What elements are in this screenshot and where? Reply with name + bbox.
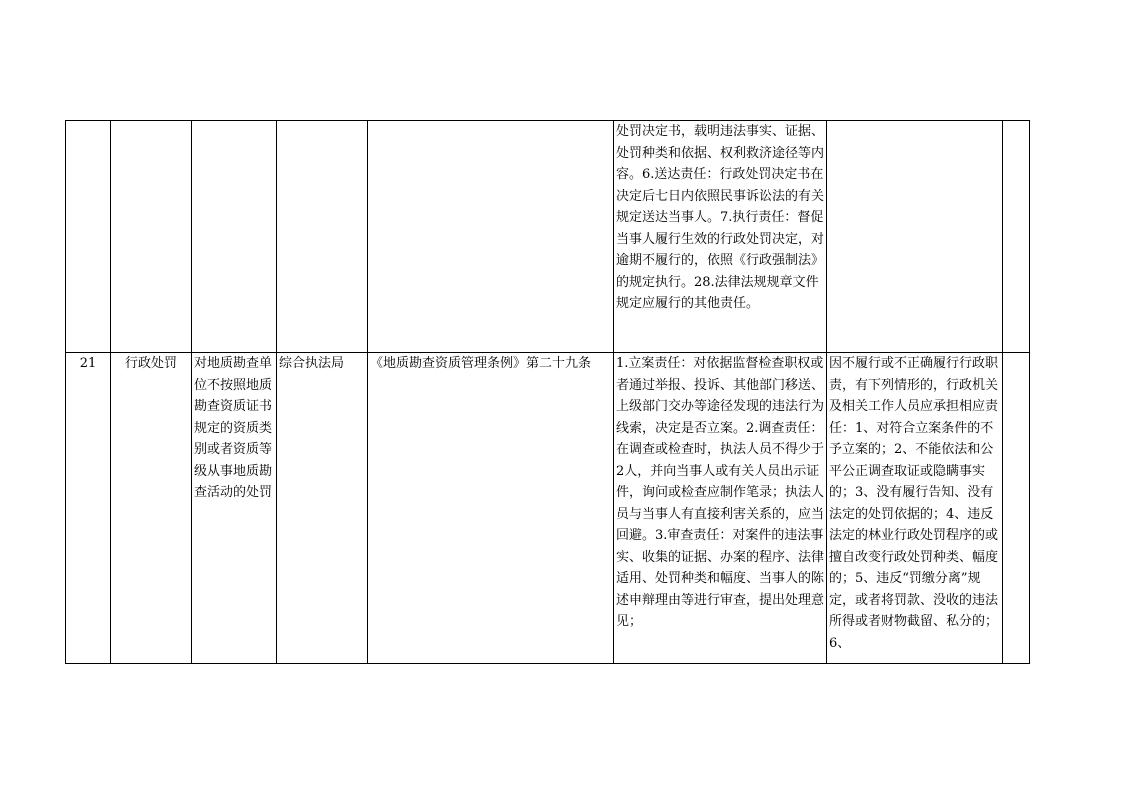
- accountability: 因不履行或不正确履行行政职责，有下列情形的，行政机关及相关工作人员应承担相应责任：1、对符合立案条件的不予立案的；2、不能依法和公平公正调查取证或隐瞒事实的；3、没有履行告知、没有法定的处罚依据的；4、违反法定的林业行政处罚程序的或擅自改变行政处罚种类、幅度的；5、违反“罚缴分离”规定，或者将罚款、没收的违法所得或者财物截留、私分的；6、: [827, 353, 1003, 664]
- remark: [1003, 121, 1030, 353]
- department: [277, 121, 368, 353]
- item-name: 对地质勘查单位不按照地质勘查资质证书规定的资质类别或者资质等级从事地质勘查活动的处罚: [192, 353, 277, 664]
- duties: 1.立案责任：对依据监督检查职权或者通过举报、投诉、其他部门移送、上级部门交办等途径发现的违法行为线索，决定是否立案。2.调查责任：在调查或检查时，执法人员不得少于2人，并向当事人或有关人员出示证件，询问或检查应制作笔录；执法人员与当事人有直接利害关系的，应当回避。3.审查责任：对案件的违法事实、收集的证据、办案的程序、法律适用、处罚种类和幅度、当事人的陈述申辩理由等进行审查，提出处理意见；: [614, 353, 827, 664]
- row-number: [66, 121, 111, 353]
- department: 综合执法局: [277, 353, 368, 664]
- remark: [1003, 353, 1030, 664]
- legal-basis: 《地质勘查资质管理条例》第二十九条: [368, 353, 614, 664]
- row-number: 21: [66, 353, 111, 664]
- power-type: 行政处罚: [111, 353, 192, 664]
- responsibility-table: [65, 120, 1030, 664]
- item-name: [192, 121, 277, 353]
- legal-basis: [368, 121, 614, 353]
- table-row: [66, 353, 1030, 664]
- duties: 处罚决定书，载明违法事实、证据、处罚种类和依据、权利救济途径等内容。6.送达责任：行政处罚决定书在决定后七日内依照民事诉讼法的有关规定送达当事人。7.执行责任：督促当事人履行生效的行政处罚决定，对逾期不履行的，依照《行政强制法》的规定执行。28.法律法规规章文件规定应履行的其他责任。: [614, 121, 827, 353]
- table-row: [66, 121, 1030, 353]
- power-type: [111, 121, 192, 353]
- accountability: [827, 121, 1003, 353]
